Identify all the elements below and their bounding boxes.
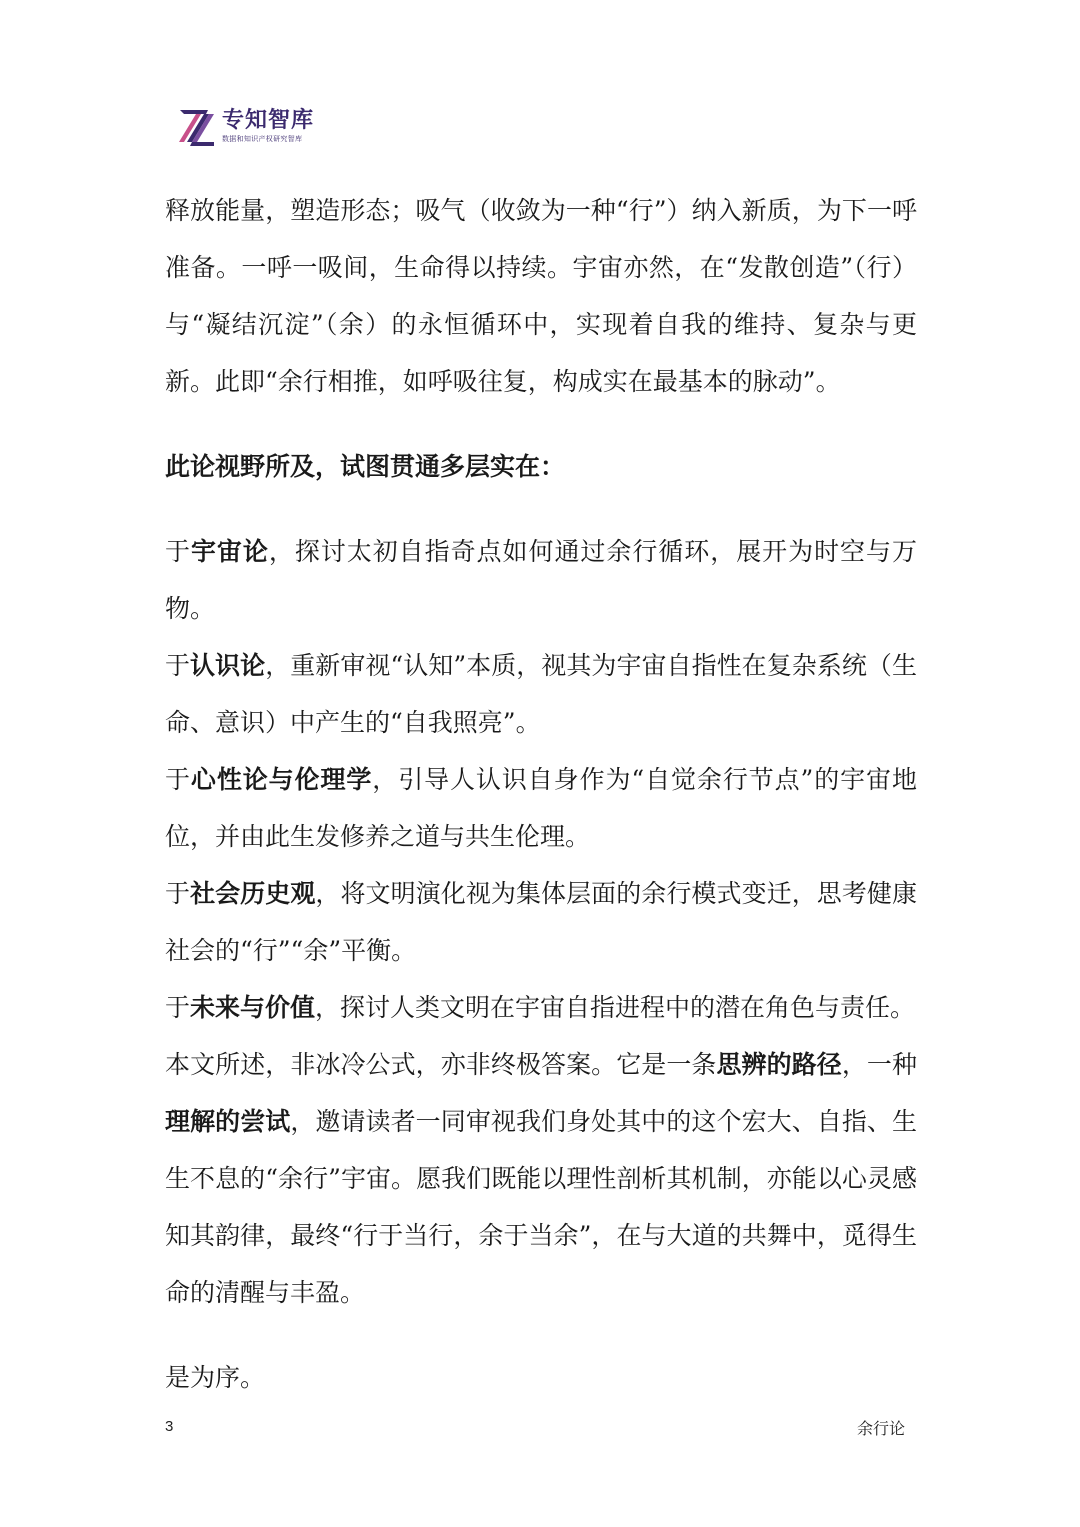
logo-title: 专知智库: [222, 108, 315, 133]
list-item: 于心性论与伦理学，引导人认识自身作为“自觉余行节点”的宇宙地位，并由此生发修养之道与共生伦理。: [165, 765, 917, 851]
document-body: [165, 182, 917, 1406]
zhuanzhi-logo-icon: [178, 106, 216, 146]
logo-subtitle: 数据和知识产权研究智库: [222, 135, 303, 143]
paragraph-4: 是为序。: [165, 1363, 266, 1392]
list-item: 于宇宙论，探讨太初自指奇点如何通过余行循环，展开为时空与万物。: [165, 537, 917, 623]
paragraph-1: 释放能量，塑造形态；吸气（收敛为一种“行”）纳入新质，为下一呼准备。一呼一吸间，生命得以持续。宇宙亦然，在“发散创造”（行）与“凝结沉淀”（余）的永恒循环中，实现着自我的维持、复杂与更新。此即“余行相推，如呼吸往复，构成实在最基本的脉动”。: [165, 196, 917, 396]
paragraph-3: 本文所述，非冰冷公式，亦非终极答案。它是一条思辨的路径，一种理解的尝试，邀请读者一同审视我们身处其中的这个宏大、自指、生生不息的“余行”宇宙。愿我们既能以理性剖析其机制，亦能以心灵感知其韵律，最终“行于当行，余于当余”，在与大道的共舞中，觅得生命的清醒与丰盈。: [165, 1050, 917, 1307]
header-logo: [178, 104, 314, 148]
list-item: 于认识论，重新审视“认知”本质，视其为宇宙自指性在复杂系统（生命、意识）中产生的“自我照亮”。: [165, 651, 917, 737]
page-number: 3: [165, 1418, 174, 1435]
list-item: 于社会历史观，将文明演化视为集体层面的余行模式变迁，思考健康社会的“行”“余”平衡。: [165, 879, 917, 965]
footer-title: 余行论: [856, 1419, 905, 1438]
list-item: 于未来与价值，探讨人类文明在宇宙自指进程中的潜在角色与责任。: [165, 993, 916, 1022]
section-heading: 此论视野所及，试图贯通多层实在：: [165, 452, 566, 481]
